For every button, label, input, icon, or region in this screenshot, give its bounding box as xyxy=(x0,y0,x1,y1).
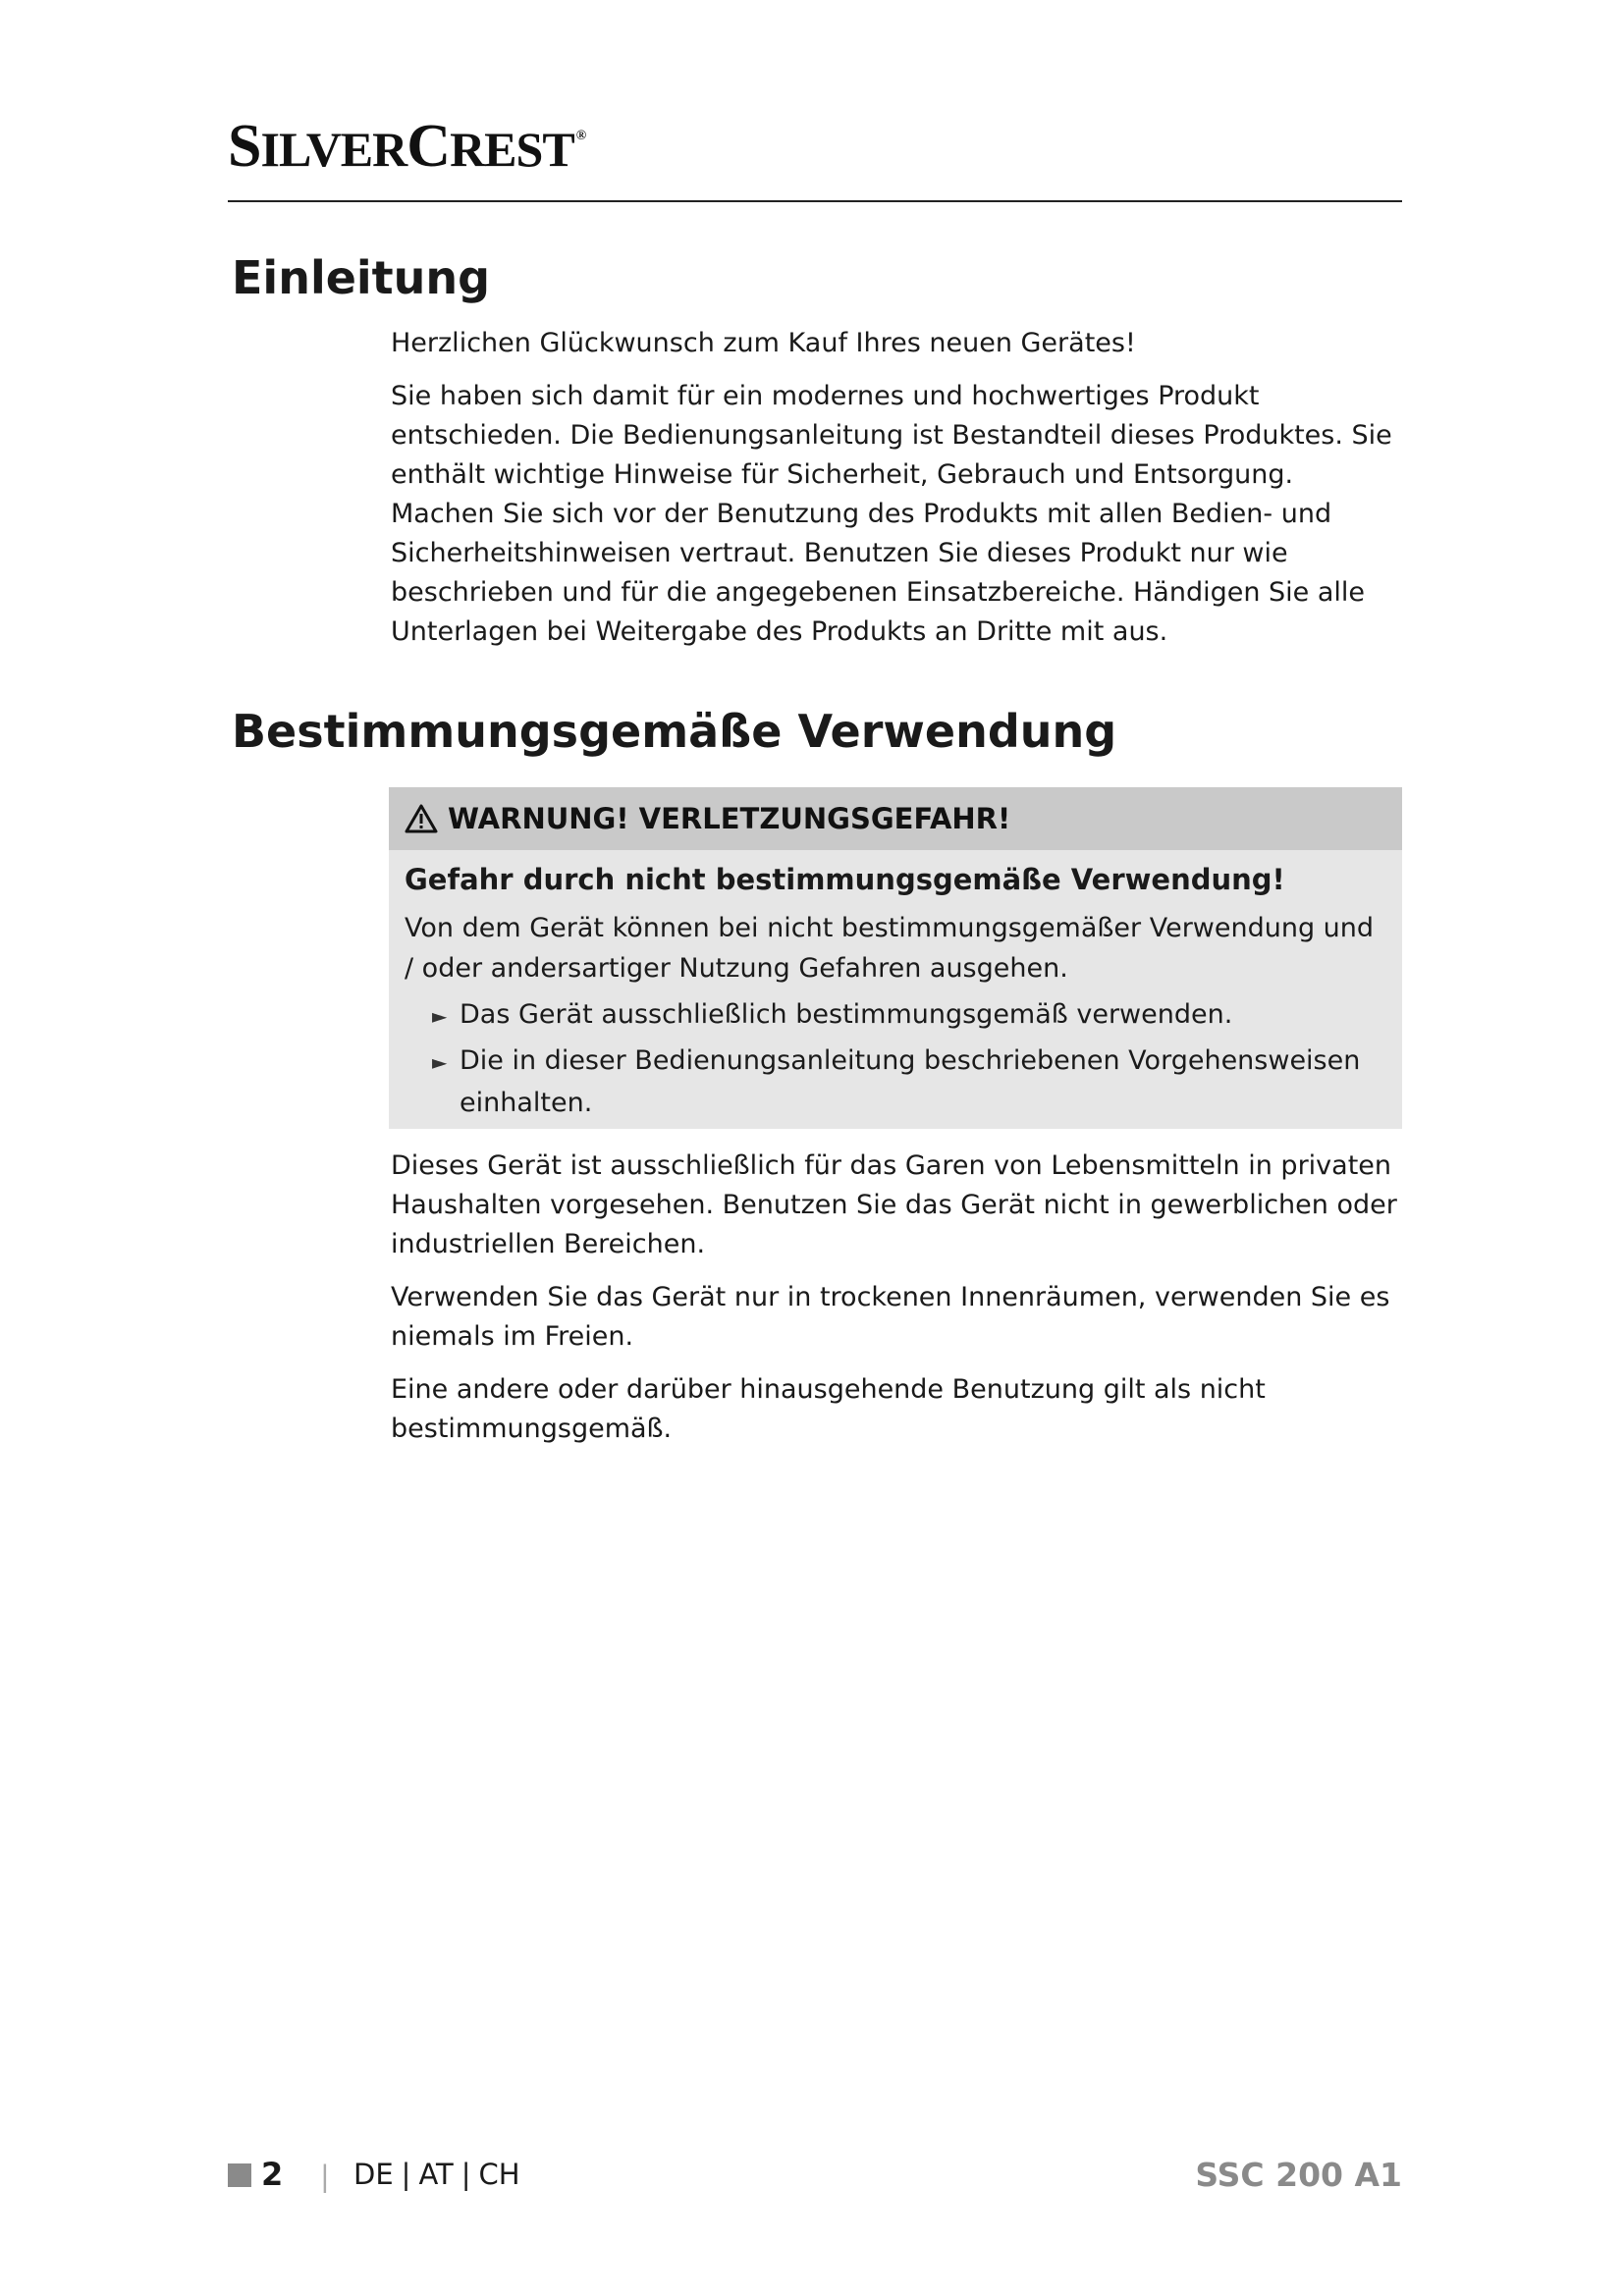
model-number: SSC 200 A1 xyxy=(1195,2156,1402,2194)
intro-text xyxy=(391,324,1402,666)
arrow-right-icon: ► xyxy=(432,1004,448,1028)
country-code: AT xyxy=(418,2158,454,2191)
warning-triangle-icon xyxy=(405,804,438,833)
section-heading-einleitung: Einleitung xyxy=(232,251,491,304)
warning-header xyxy=(389,787,1402,850)
country-code: DE xyxy=(353,2158,394,2191)
usage-paragraph: Dieses Gerät ist ausschließlich für das Garen von Lebensmitteln in privaten Haushalten vorgesehen. Benutzen Sie das Gerät nicht in gewerblichen oder industriellen Bereichen. xyxy=(391,1150,1397,1259)
page-number: 2 xyxy=(261,2156,284,2193)
country-codes: DE | AT | CH xyxy=(353,2158,520,2191)
warning-box xyxy=(389,787,1402,1129)
page-footer xyxy=(228,2156,1402,2195)
usage-paragraph: Verwenden Sie das Gerät nur in trockenen Innenräumen, verwenden Sie es niemals im Freien. xyxy=(391,1282,1390,1352)
intro-paragraph: Sie haben sich damit für ein modernes und hochwertiges Produkt entschieden. Die Bedienungsanleitung ist Bestandteil dieses Produktes. Sie enthält wichtige Hinweise für Sicherheit, Gebrauch und Entsorgung. Machen Sie sich vor der Benutzung des Produkts mit allen Bedien- und Sicherheitshinweisen vertraut. Benutzen Sie dieses Produkt nur wie beschrieben und für die angegebenen Einsatzbereiche. Händigen Sie alle Unterlagen bei Weitergabe des Produkts an Dritte mit aus. xyxy=(391,381,1392,647)
brand-logo: SILVERCREST ® xyxy=(228,113,586,180)
header-divider xyxy=(228,200,1402,202)
warning-text: Von dem Gerät können bei nicht bestimmungsgemäßer Verwendung und / oder andersartiger Nutzung Gefahren ausgehen. xyxy=(405,913,1375,984)
footer-separator: | xyxy=(320,2160,330,2193)
warning-bullet: ► Das Gerät ausschließlich bestimmungsgemäß verwenden. xyxy=(432,994,1386,1037)
warning-subtitle: Gefahr durch nicht bestimmungsgemäße Verwendung! xyxy=(405,863,1285,896)
arrow-right-icon: ► xyxy=(432,1050,448,1074)
intro-paragraph: Herzlichen Glückwunsch zum Kauf Ihres neuen Gerätes! xyxy=(391,328,1136,358)
page-marker-square xyxy=(228,2163,251,2187)
usage-paragraph: Eine andere oder darüber hinausgehende Benutzung gilt als nicht bestimmungsgemäß. xyxy=(391,1374,1266,1444)
warning-bullet: ► Die in dieser Bedienungsanleitung beschriebenen Vorgehensweisen einhalten. xyxy=(432,1041,1386,1123)
warning-title: WARNUNG! VERLETZUNGSGEFAHR! xyxy=(448,802,1011,835)
usage-text xyxy=(391,1147,1402,1463)
country-code: CH xyxy=(478,2158,520,2191)
section-heading-verwendung: Bestimmungsgemäße Verwendung xyxy=(232,705,1117,758)
registered-mark: ® xyxy=(575,129,586,143)
